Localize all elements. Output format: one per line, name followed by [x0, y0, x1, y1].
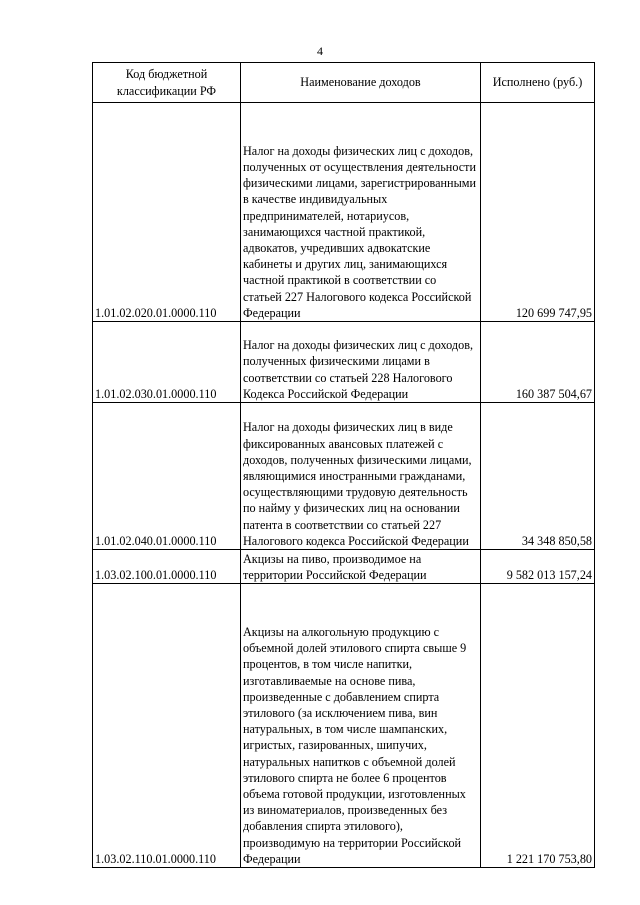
revenue-name: Налог на доходы физических лиц с доходов, полученных физическими лицами в соответствии со статьей 228 Налогового Кодекса Российской Федерации [241, 322, 481, 403]
revenue-name: Налог на доходы физических лиц с доходов, полученных от осуществления деятельности физическими лицами, зарегистрированными в качестве индивидуальных предпринимателей, нотариусов, занимающихся частной практикой, адвокатов, учредивших адвокатские кабинеты и других лиц, занимающихся частной практикой в соответствии со статьей 227 Налогового кодекса Российской Федерации [241, 103, 481, 322]
table-row [93, 322, 595, 403]
executed-amount: 120 699 747,95 [481, 103, 595, 322]
executed-amount: 9 582 013 157,24 [481, 550, 595, 584]
table-row [93, 103, 595, 322]
table-row [93, 550, 595, 584]
budget-code: 1.03.02.110.01.0000.110 [93, 584, 241, 868]
table-row [93, 584, 595, 868]
revenue-table [92, 62, 595, 868]
revenue-name: Акцизы на алкогольную продукцию с объемной долей этилового спирта свыше 9 процентов, в том числе напитки, изготавливаемые на основе пива, произведенные с добавлением спирта этилового (за исключением пива, вин натуральных, в том числе шампанских, игристых, газированных, шипучих, натуральных напитков с объемной долей этилового спирта не более 6 процентов объема готовой продукции, изготовленных из виноматериалов, произведенных без добавления спирта этилового), производимую на территории Российской Федерации [241, 584, 481, 868]
executed-amount: 34 348 850,58 [481, 403, 595, 550]
revenue-name: Акцизы на пиво, производимое на территории Российской Федерации [241, 550, 481, 584]
header-code: Код бюджетной классификации РФ [93, 63, 241, 103]
executed-amount: 160 387 504,67 [481, 322, 595, 403]
page-number: 4 [317, 44, 323, 58]
table-header-row [93, 63, 595, 103]
executed-amount: 1 221 170 753,80 [481, 584, 595, 868]
header-amount: Исполнено (руб.) [481, 63, 595, 103]
table-row [93, 403, 595, 550]
header-name: Наименование доходов [241, 63, 481, 103]
budget-code: 1.03.02.100.01.0000.110 [93, 550, 241, 584]
budget-code: 1.01.02.020.01.0000.110 [93, 103, 241, 322]
revenue-name: Налог на доходы физических лиц в виде фиксированных авансовых платежей с доходов, полученных физическими лицами, являющимися иностранными гражданами, осуществляющими трудовую деятельность по найму у физических лиц на основании патента в соответствии со статьей 227 Налогового кодекса Российской Федерации [241, 403, 481, 550]
budget-code: 1.01.02.030.01.0000.110 [93, 322, 241, 403]
budget-code: 1.01.02.040.01.0000.110 [93, 403, 241, 550]
